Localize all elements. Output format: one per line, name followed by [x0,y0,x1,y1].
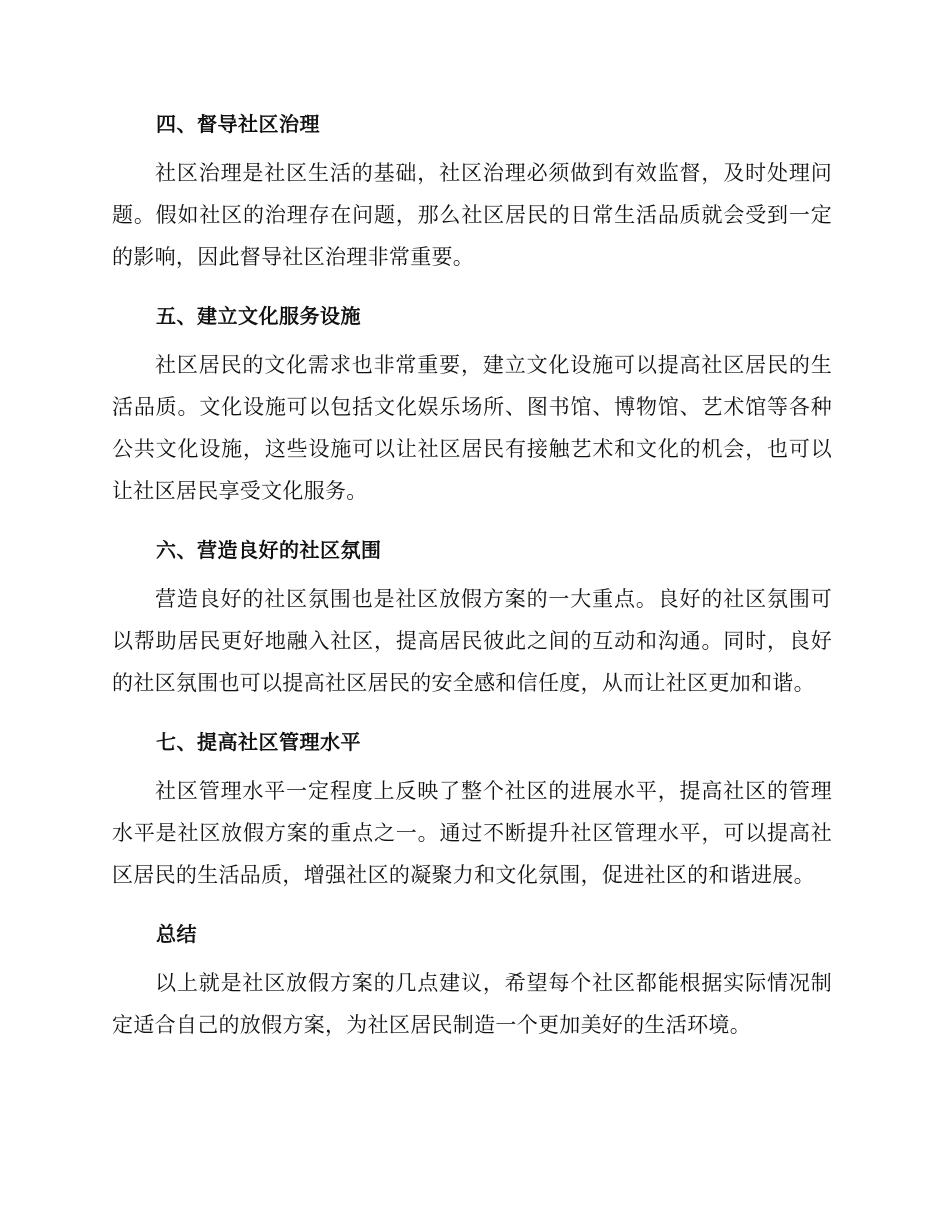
section-community-atmosphere [112,530,832,704]
section-heading: 五、建立文化服务设施 [156,304,361,328]
section-heading: 四、督导社区治理 [156,112,320,136]
section-paragraph: 社区管理水平一定程度上反映了整个社区的进展水平，提高社区的管理水平是社区放假方案的重点之一。通过不断提升社区管理水平，可以提高社区居民的生活品质，增强社区的凝聚力和文化氛围，促进社区的和谐进展。 [112,779,832,887]
section-management-level [112,722,832,896]
section-paragraph: 社区居民的文化需求也非常重要，建立文化设施可以提高社区居民的生活品质。文化设施可以包括文化娱乐场所、图书馆、博物馆、艺术馆等各种公共文化设施，这些设施可以让社区居民有接触艺术和文化的机会，也可以让社区居民享受文化服务。 [112,353,832,503]
section-heading: 六、营造良好的社区氛围 [156,538,382,562]
section-paragraph: 以上就是社区放假方案的几点建议，希望每个社区都能根据实际情况制定适合自己的放假方案，为社区居民制造一个更加美好的生活环境。 [112,971,832,1037]
section-cultural-facilities [112,296,832,512]
section-heading: 总结 [156,922,197,946]
section-heading: 七、提高社区管理水平 [156,730,361,754]
section-paragraph: 社区治理是社区生活的基础，社区治理必须做到有效监督，及时处理问题。假如社区的治理存在问题，那么社区居民的日常生活品质就会受到一定的影响，因此督导社区治理非常重要。 [112,161,832,269]
section-supervise-governance [112,104,832,278]
section-summary [112,914,832,1046]
section-paragraph: 营造良好的社区氛围也是社区放假方案的一大重点。良好的社区氛围可以帮助居民更好地融入社区，提高居民彼此之间的互动和沟通。同时，良好的社区氛围也可以提高社区居民的安全感和信任度，从而让社区更加和谐。 [112,587,832,695]
document-page [112,104,832,1064]
